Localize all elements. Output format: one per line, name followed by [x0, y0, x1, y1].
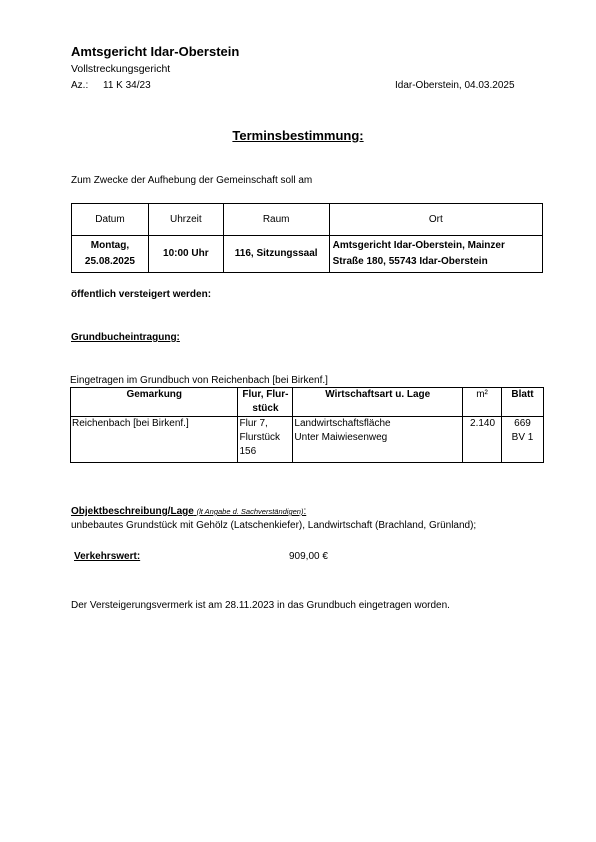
header-flur: [238, 388, 293, 417]
objekt-heading-note: (lt Angabe d. Sachverständigen): [196, 507, 304, 516]
grundbuch-row: [71, 417, 544, 463]
header-raum: Raum: [223, 204, 329, 236]
cell-uhrzeit: 10:00 Uhr: [148, 236, 223, 273]
appointment-table: [71, 203, 543, 273]
cell-raum: 116, Sitzungssaal: [223, 236, 329, 273]
wirtschaftsart-line-2: Unter Maiwiesenweg: [294, 432, 388, 443]
ort-line-2: Straße 180, 55743 Idar-Oberstein: [332, 256, 488, 267]
objekt-heading-colon: :: [303, 506, 307, 517]
appointment-header-row: [72, 204, 543, 236]
intro-text: Zum Zwecke der Aufhebung der Gemeinschaft soll am: [71, 175, 313, 186]
cell-ort: [329, 236, 542, 273]
flur-line-1: Flur 7,: [239, 418, 268, 429]
case-number: 11 K 34/23: [103, 80, 151, 91]
cell-gemarkung: Reichenbach [bei Birkenf.]: [71, 417, 238, 463]
court-name: Amtsgericht Idar-Oberstein: [71, 44, 240, 59]
header-gemarkung: Gemarkung: [71, 388, 238, 417]
grundbuch-intro: Eingetragen im Grundbuch von Reichenbach [bei Birkenf.]: [70, 375, 328, 386]
datum-weekday: Montag,: [90, 240, 130, 251]
cell-datum: [72, 236, 149, 273]
header-blatt: Blatt: [502, 388, 544, 417]
flur-line-2: Flurstück: [239, 432, 281, 443]
verkehrswert-value: 909,00 €: [289, 551, 328, 562]
cell-m2: 2.140: [463, 417, 502, 463]
header-uhrzeit: Uhrzeit: [148, 204, 223, 236]
case-number-label: Az.:: [71, 80, 89, 91]
flur-line-3: 156: [239, 446, 257, 457]
place-date: Idar-Oberstein, 04.03.2025: [395, 80, 515, 91]
blatt-line-1: 669: [514, 418, 531, 429]
grundbuch-table: [70, 387, 544, 463]
header-ort: Ort: [329, 204, 542, 236]
objekt-heading: [71, 506, 306, 517]
cell-blatt: [502, 417, 544, 463]
header-flur-line-2: stück: [252, 403, 279, 414]
objekt-heading-text: Objektbeschreibung/Lage: [71, 506, 194, 517]
wirtschaftsart-line-1: Landwirtschaftsfläche: [294, 418, 391, 429]
datum-date: 25.08.2025: [84, 256, 135, 267]
vermerk-text: Der Versteigerungsvermerk ist am 28.11.2023 in das Grundbuch eingetragen worden.: [71, 600, 450, 611]
cell-flur: [238, 417, 293, 463]
cell-wirtschaftsart: [293, 417, 463, 463]
header-datum: Datum: [72, 204, 149, 236]
court-department: Vollstreckungsgericht: [71, 63, 171, 75]
document-title: Terminsbestimmung:: [232, 128, 364, 143]
header-wirtschaftsart: Wirtschaftsart u. Lage: [293, 388, 463, 417]
auction-statement: öffentlich versteigert werden:: [71, 289, 212, 300]
header-flur-line-1: Flur, Flur-: [242, 389, 289, 400]
grundbuch-heading: Grundbucheintragung:: [71, 332, 180, 343]
grundbuch-header-row: [71, 388, 544, 417]
verkehrswert-label: Verkehrswert:: [74, 551, 141, 562]
appointment-row: [72, 236, 543, 273]
objekt-description: unbebautes Grundstück mit Gehölz (Latschenkiefer), Landwirtschaft (Brachland, Grünland);: [71, 520, 477, 531]
header-m2: m²: [463, 388, 502, 417]
ort-line-1: Amtsgericht Idar-Oberstein, Mainzer: [332, 240, 505, 251]
blatt-line-2: BV 1: [511, 432, 534, 443]
